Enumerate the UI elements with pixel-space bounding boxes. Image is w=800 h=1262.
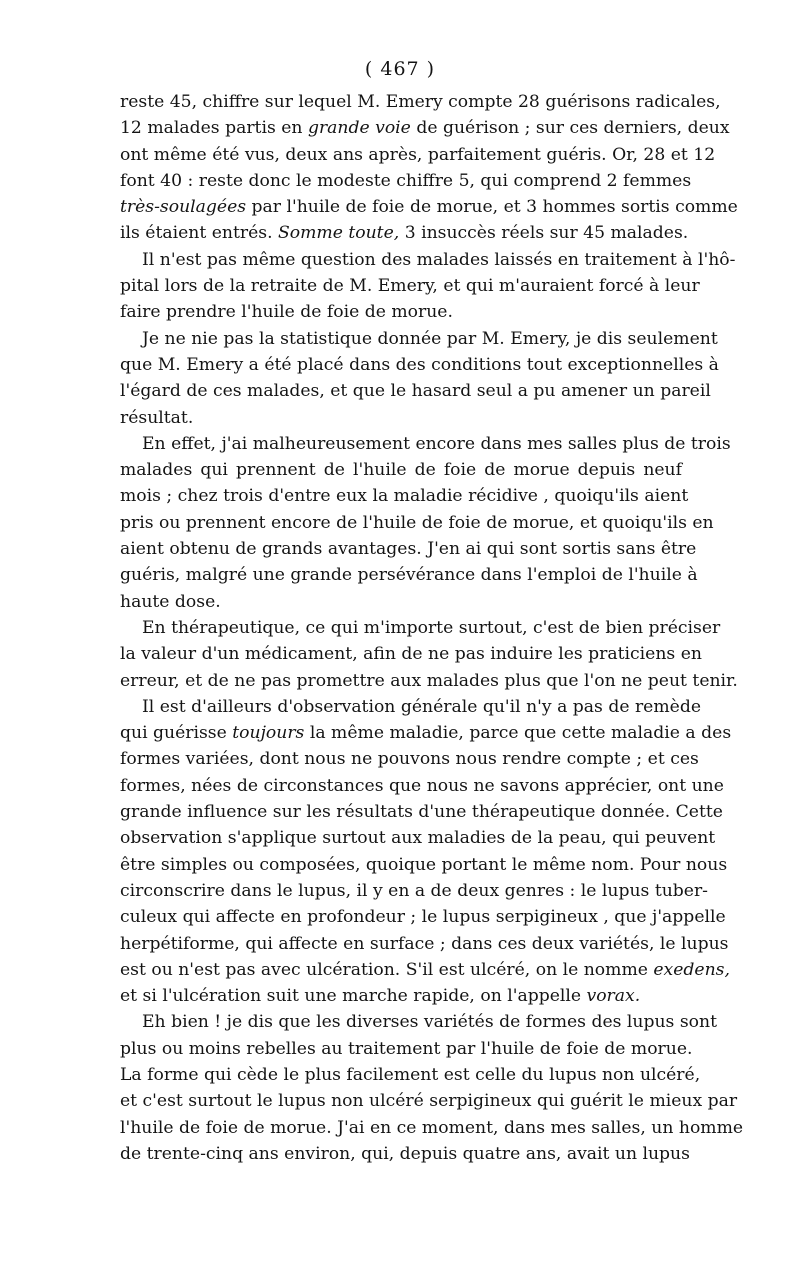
text-line <box>120 1009 717 1035</box>
text-segment: et si l'ulcération suit une marche rapide, on l'appelle <box>120 986 587 1007</box>
text-segment: 3 insuccès réels sur 45 malades. <box>399 223 689 244</box>
text-line <box>120 536 697 562</box>
text-line <box>120 220 689 246</box>
text-segment: Il est d'ailleurs d'observation générale qu'il n'y a pas de remède <box>142 696 701 717</box>
italic-text: vorax. <box>586 986 641 1007</box>
text-line <box>120 457 682 483</box>
text-segment: est ou n'est pas avec ulcération. S'il est ulcéré, on le nomme <box>120 959 654 980</box>
text-line <box>120 142 716 168</box>
text-segment: l'huile de foie de morue. J'ai en ce moment, dans mes salles, un homme <box>120 1117 744 1138</box>
italic-text: grande voie <box>307 118 411 139</box>
text-segment: malades qui prennent de l'huile de foie de morue depuis neuf <box>120 460 682 481</box>
text-line <box>120 247 736 273</box>
text-segment: haute dose. <box>120 591 221 612</box>
text-segment: de guérison ; sur ces derniers, deux <box>410 118 730 139</box>
text-segment: par l'huile de foie de morue, et 3 hommes sortis comme <box>246 197 738 218</box>
text-line <box>120 799 723 825</box>
text-segment: culeux qui affecte en profondeur ; le lupus serpigineux , que j'appelle <box>120 907 726 928</box>
text-segment: de trente-cinq ans environ, qui, depuis quatre ans, avait un lupus <box>120 1143 690 1164</box>
text-segment: Eh bien ! je dis que les diverses variétés de formes des lupus sont <box>142 1012 717 1033</box>
text-segment: Il n'est pas même question des malades laissés en traitement à l'hô- <box>142 249 736 270</box>
text-line <box>120 746 699 772</box>
text-line <box>120 957 730 983</box>
text-line <box>120 589 682 615</box>
text-segment: observation s'applique surtout aux maladies de la peau, qui peuvent <box>120 828 716 849</box>
text-segment: résultat. <box>120 407 194 428</box>
text-line <box>120 931 729 957</box>
text-segment: En effet, j'ai malheureusement encore dans mes salles plus de trois <box>142 433 731 454</box>
text-segment: plus ou moins rebelles au traitement par l'huile de foie de morue. <box>120 1038 693 1059</box>
text-segment: pris ou prennent encore de l'huile de foie de morue, et quoiqu'ils en <box>120 512 714 533</box>
text-line <box>120 1088 738 1114</box>
text-line <box>120 694 701 720</box>
text-line <box>120 1062 701 1088</box>
text-segment: et c'est surtout le lupus non ulcéré serpigineux qui guérit le mieux par <box>120 1091 738 1112</box>
text-line <box>120 168 692 194</box>
text-line <box>120 852 728 878</box>
text-line <box>120 1036 693 1062</box>
text-segment: formes, nées de circonstances que nous ne savons apprécier, ont une <box>120 775 724 796</box>
text-segment: font 40 : reste donc le modeste chiffre 5, qui comprend 2 femmes <box>120 170 692 191</box>
italic-text: très-soulagées <box>120 197 247 218</box>
text-segment: La forme qui cède le plus facilement est celle du lupus non ulcéré, <box>120 1064 701 1085</box>
text-segment: faire prendre l'huile de foie de morue. <box>120 302 453 323</box>
text-segment: la même maladie, parce que cette maladie a des <box>304 723 732 744</box>
text-line <box>120 562 698 588</box>
text-line <box>120 378 711 404</box>
text-segment: l'égard de ces malades, et que le hasard seul a pu amener un pareil <box>120 381 711 402</box>
text-line <box>120 641 702 667</box>
text-segment: que M. Emery a été placé dans des conditions tout exceptionnelles à <box>120 354 719 375</box>
text-segment: En thérapeutique, ce qui m'importe surtout, c'est de bien préciser <box>142 617 721 638</box>
body-text <box>120 89 744 1167</box>
text-line <box>120 431 731 457</box>
text-line <box>120 115 730 141</box>
text-line <box>120 1141 690 1167</box>
text-segment: mois ; chez trois d'entre eux la maladie récidive , quoiqu'ils aient <box>120 486 689 507</box>
text-segment: formes variées, dont nous ne pouvons nous rendre compte ; et ces <box>120 749 699 770</box>
text-segment: la valeur d'un médicament, afin de ne pas induire les praticiens en <box>120 644 702 665</box>
text-segment: reste 45, chiffre sur lequel M. Emery compte 28 guérisons radicales, <box>120 92 721 112</box>
text-line <box>120 1115 744 1141</box>
text-segment: guéris, malgré une grande persévérance dans l'emploi de l'huile à <box>120 565 698 586</box>
text-segment: aient obtenu de grands avantages. J'en ai qui sont sortis sans être <box>120 539 697 560</box>
text-line <box>120 326 718 352</box>
text-segment: 12 malades partis en <box>120 118 308 139</box>
text-segment: pital lors de la retraite de M. Emery, et qui m'auraient forcé à leur <box>120 276 700 297</box>
text-segment: herpétiforme, qui affecte en surface ; dans ces deux variétés, le lupus <box>120 933 729 954</box>
text-line <box>120 273 700 299</box>
text-line <box>120 878 708 904</box>
text-line <box>120 89 721 115</box>
text-line <box>120 720 732 746</box>
text-line <box>120 510 714 536</box>
text-segment: qui guérisse <box>120 723 233 744</box>
text-segment: ils étaient entrés. <box>120 223 278 244</box>
text-line <box>120 194 738 220</box>
text-segment: ont même été vus, deux ans après, parfaitement guéris. Or, 28 et 12 <box>120 144 716 165</box>
text-line <box>120 299 682 325</box>
text-line <box>120 615 721 641</box>
text-segment: être simples ou composées, quoique portant le même nom. Pour nous <box>120 854 728 875</box>
text-line <box>120 405 682 431</box>
text-segment: erreur, et de ne pas promettre aux malades plus que l'on ne peut tenir. <box>120 670 738 691</box>
text-line <box>120 668 738 694</box>
italic-text: toujours <box>232 723 305 744</box>
text-segment: circonscrire dans le lupus, il y en a de deux genres : le lupus tuber- <box>120 880 708 901</box>
text-line <box>120 352 719 378</box>
text-segment: grande influence sur les résultats d'une thérapeutique donnée. Cette <box>120 802 723 823</box>
text-line <box>120 983 682 1009</box>
text-line <box>120 904 726 930</box>
text-segment: Je ne nie pas la statistique donnée par M. Emery, je dis seulement <box>142 328 718 349</box>
text-line <box>120 483 689 509</box>
italic-text: Somme toute, <box>278 223 400 244</box>
page-number: ( 467 ) <box>364 58 436 80</box>
text-line <box>120 825 716 851</box>
text-line <box>120 773 724 799</box>
italic-text: exedens, <box>653 959 730 980</box>
